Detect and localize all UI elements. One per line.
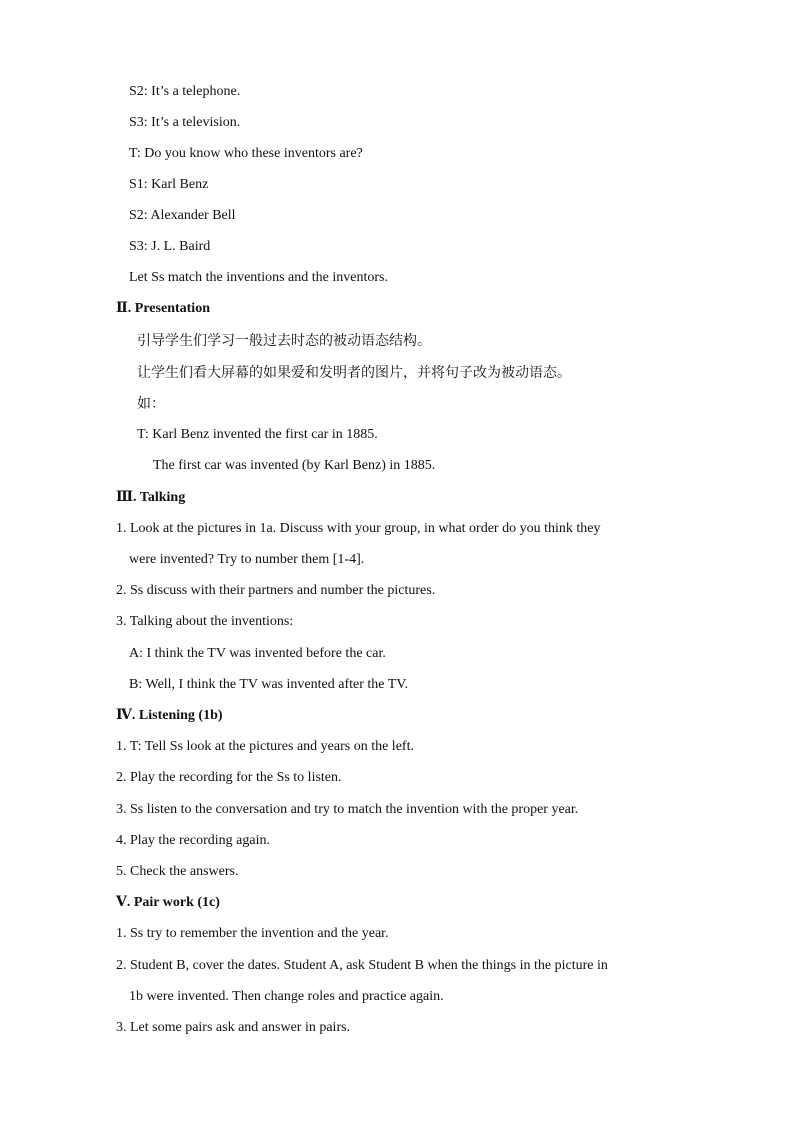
dialogue-line: S2: Alexander Bell (129, 208, 236, 223)
presentation-line: 让学生们看大屏幕的如果爱和发明者的图片，并将句子改为被动语态。 (137, 365, 571, 381)
list-item: 1. Ss try to remember the invention and the year. (116, 926, 389, 941)
dialogue-line: S3: J. L. Baird (129, 239, 211, 254)
list-item: 3. Ss listen to the conversation and try to match the invention with the proper year. (116, 802, 579, 817)
list-item-continuation: 1b were invented. Then change roles and practice again. (129, 989, 444, 1004)
dialogue-line: B: Well, I think the TV was invented after the TV. (129, 677, 409, 692)
section-heading-talking: Ⅲ. Talking (116, 490, 186, 505)
section-heading-presentation: Ⅱ. Presentation (116, 301, 210, 316)
presentation-line: 引导学生们学习一般过去时态的被动语态结构。 (137, 333, 431, 349)
list-item-continuation: were invented? Try to number them [1-4]. (129, 552, 365, 567)
dialogue-line: S3: It’s a television. (129, 115, 241, 130)
dialogue-line: Let Ss match the inventions and the inventors. (129, 270, 388, 285)
example-passive-sentence: The first car was invented (by Karl Benz) in 1885. (153, 458, 436, 473)
list-item: 2. Ss discuss with their partners and number the pictures. (116, 583, 436, 598)
section-heading-pair-work: Ⅴ. Pair work (1c) (116, 895, 220, 910)
dialogue-line: T: Do you know who these inventors are? (129, 146, 363, 161)
list-item: 2. Student B, cover the dates. Student A, ask Student B when the things in the picture in (116, 958, 608, 973)
list-item: 4. Play the recording again. (116, 833, 270, 848)
list-item: 3. Talking about the inventions: (116, 614, 294, 629)
example-active-sentence: T: Karl Benz invented the first car in 1885. (137, 427, 378, 442)
list-item: 1. T: Tell Ss look at the pictures and years on the left. (116, 739, 414, 754)
list-item: 2. Play the recording for the Ss to listen. (116, 770, 342, 785)
list-item: 3. Let some pairs ask and answer in pairs. (116, 1020, 351, 1035)
section-heading-listening: Ⅳ. Listening (1b) (116, 708, 223, 723)
presentation-line: 如： (137, 396, 165, 412)
dialogue-line: A: I think the TV was invented before the car. (129, 646, 386, 661)
list-item: 5. Check the answers. (116, 864, 239, 879)
dialogue-line: S2: It’s a telephone. (129, 84, 241, 99)
dialogue-line: S1: Karl Benz (129, 177, 209, 192)
list-item: 1. Look at the pictures in 1a. Discuss with your group, in what order do you think they (116, 521, 601, 536)
